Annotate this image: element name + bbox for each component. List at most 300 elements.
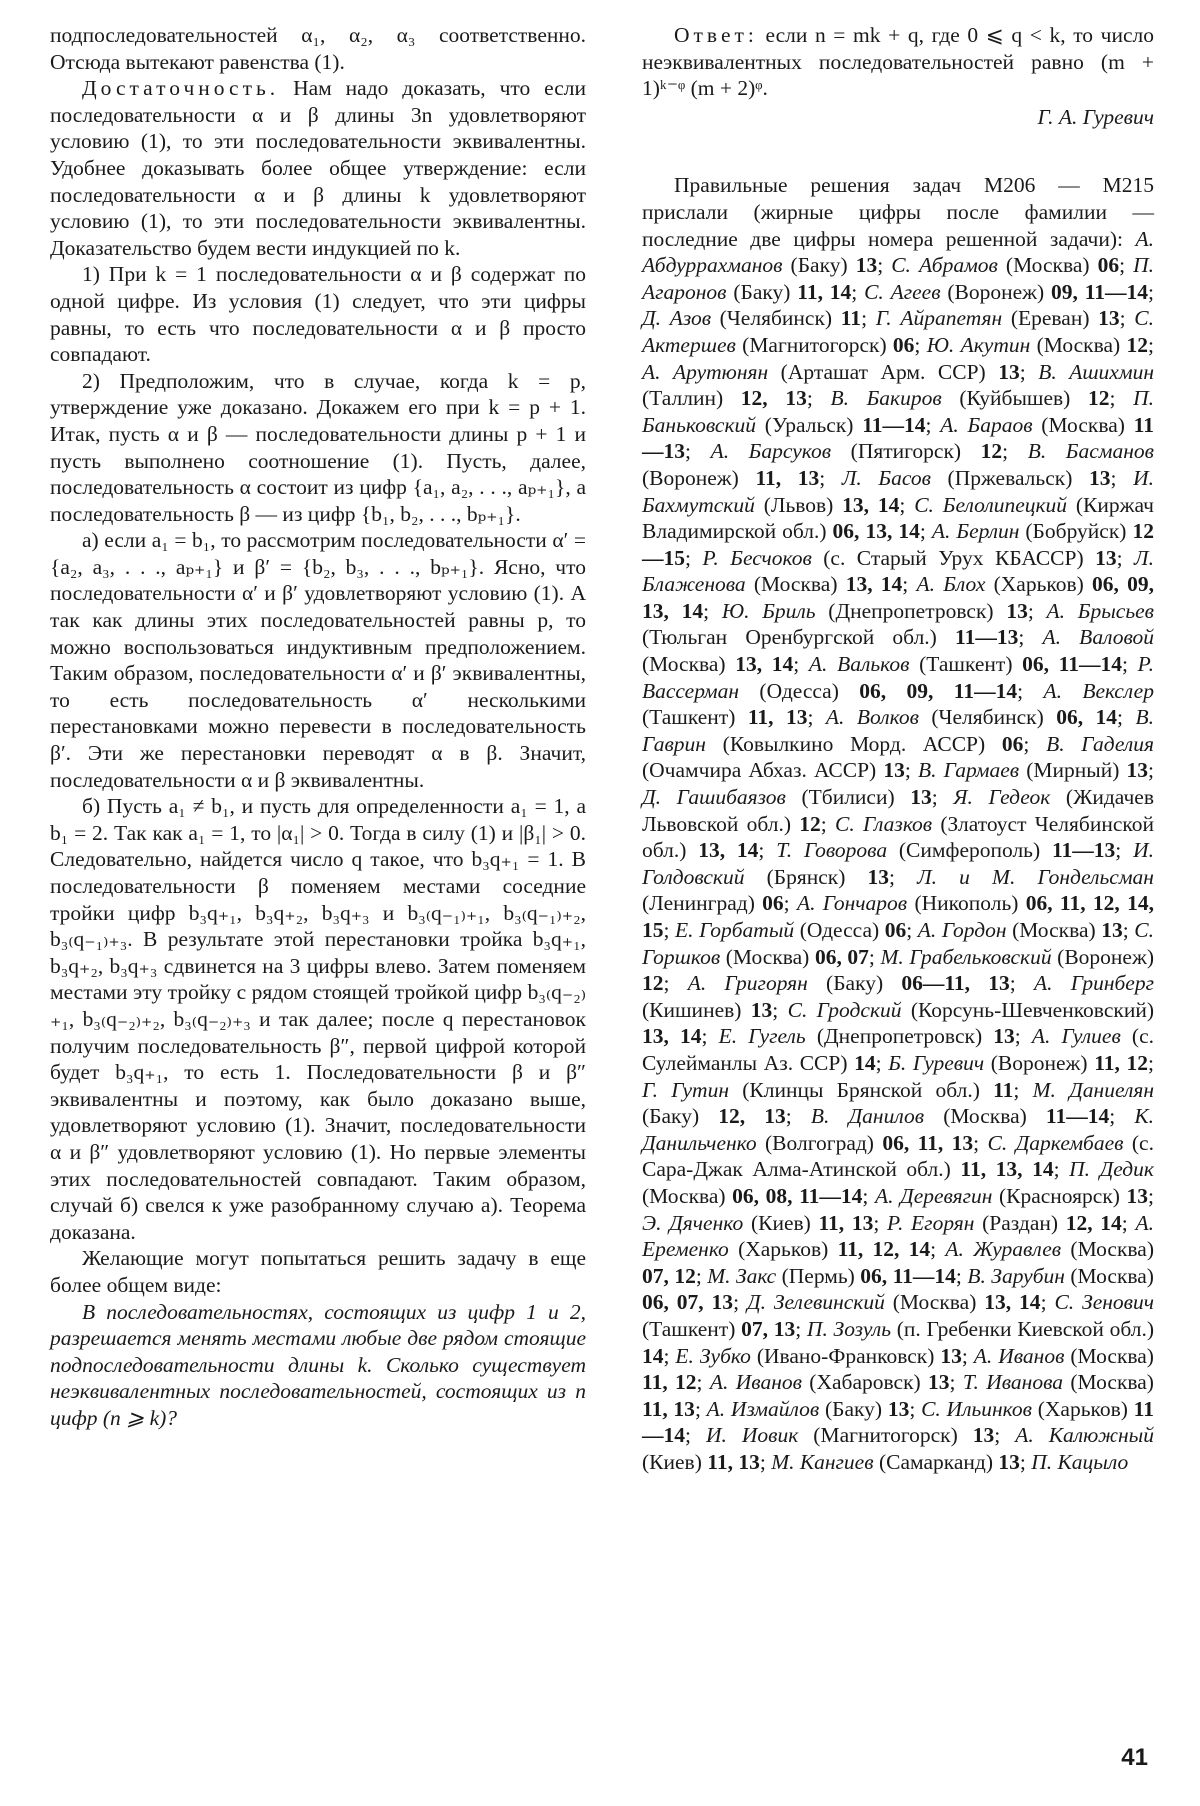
solver-entry: А. Гончаров (Никополь) 06, 11, 12, 14, 15; (642, 891, 1154, 942)
solver-entry: М. Грабельковский (Воронеж) 12; (642, 944, 1154, 996)
solver-entry: А. Бараов (Москва) 11—13; (642, 412, 1154, 464)
solver-name: Р. Егорян (887, 1210, 975, 1235)
paragraph-generalization: Желающие могут попытаться решить задачу в еще более общем виде: (50, 1246, 586, 1297)
solver-entry: Ю. Акутин (Москва) 12; (926, 332, 1154, 357)
solver-place: (Киев) (642, 1449, 708, 1474)
solver-name: Р. Бесчоков (702, 545, 812, 570)
solver-place: (Воронеж) (1051, 944, 1154, 969)
solver-place: (Симферополь) (887, 838, 1052, 863)
solver-place: (с. Старый Урух КБАССР) (811, 545, 1096, 570)
solver-place: (Корсунь-Шевченковский) (901, 997, 1154, 1022)
solver-problems: 06, 08, 11—14 (732, 1183, 863, 1208)
solver-entry: Д. Зелевинский (Москва) 13, 14; (746, 1290, 1055, 1315)
solver-name: П. Дедик (1069, 1157, 1154, 1182)
solver-name: Е. Гугель (718, 1024, 806, 1049)
solver-place: (Москва) (1063, 1370, 1154, 1395)
solver-problems: 11—14 (1045, 1104, 1110, 1129)
solver-problems: 11 (840, 306, 862, 331)
solver-problems: 06, 11—14 (1022, 652, 1122, 677)
sufficiency-text: Нам надо доказать, что если последовательности α и β длины 3n удовлетворяют условию (1), то эти последовательности эквивалентны. Удобнее доказывать более общее утверждение: если последовательности α и β длины k удовлетворяют условию (1), то эти последовательности эквивалентны. Доказательство будем вести индукцией по k. (50, 76, 587, 260)
solver-entry: Я. Гедеок (Жидачев Львовской обл.) 12; (642, 785, 1154, 836)
solver-name: С. Гродский (787, 997, 902, 1022)
solver-name: М. Грабельковский (880, 944, 1052, 969)
solver-entry: Л. Блаженова (Москва) 13, 14; (642, 545, 1154, 597)
solver-entry: А. Гулиев (с. Сулейманлы Аз. ССР) 14; (642, 1024, 1155, 1075)
solver-name: А. Измайлов (706, 1396, 820, 1421)
page-number: 41 (1121, 1744, 1148, 1771)
right-column (642, 22, 1154, 1475)
solver-name: А. Гордон (917, 918, 1007, 942)
solver-problems: 12—15 (642, 519, 1154, 570)
author-signature: Г. А. Гуревич (1037, 104, 1154, 129)
solver-name: С. Даркембаев (987, 1130, 1124, 1155)
solver-place: (Москва) (924, 1104, 1046, 1129)
solver-problems: 13 (998, 1449, 1020, 1474)
solver-name: К. Данильченко (642, 1104, 1154, 1155)
solver-problems: 13, 14 (984, 1290, 1041, 1315)
solver-name: М. Кангиев (771, 1449, 874, 1474)
solver-entry: А. Калюжный (Киев) 11, 13; (642, 1423, 1154, 1474)
solvers-list (642, 172, 1154, 1475)
solver-problems: 14 (642, 1343, 664, 1368)
solver-entry: А. Деревягин (Красноярск) 13; (874, 1183, 1154, 1208)
solver-entry: В. Ашихмин (Таллин) 12, 13; (642, 359, 1154, 411)
sufficiency-lead: Достаточность. (82, 76, 280, 101)
solver-name: Т. Говорова (776, 838, 888, 863)
solver-entry: А. Волков (Челябинск) 06, 14; (825, 705, 1136, 730)
solver-place: (Днепропетровск) (815, 598, 1007, 623)
solver-problems: 11—13 (642, 412, 1154, 464)
solver-problems: 13 (1101, 918, 1123, 942)
solver-problems: 06, 11, 13 (882, 1130, 974, 1155)
solver-place: (Воронеж) (984, 1050, 1095, 1075)
solver-entry: Г. Гутин (Клинцы Брянской обл.) 11; (642, 1077, 1033, 1102)
solver-problems: 13 (1006, 598, 1028, 623)
solver-problems: 11, 13 (642, 1396, 695, 1421)
solver-name: Р. Вассерман (642, 652, 1154, 703)
solver-place: (Очамчира Абхаз. АССР) (642, 758, 884, 783)
solver-problems: 12 (1087, 386, 1110, 411)
solver-place: (Магнитогорск) (798, 1423, 973, 1448)
solver-name: М. Даниелян (1032, 1077, 1154, 1102)
solver-entry: Г. Айрапетян (Ереван) 13; (875, 306, 1135, 331)
solver-problems: 06 (1097, 253, 1120, 278)
answer-paragraph (642, 22, 1154, 102)
solver-name: Г. Гутин (642, 1077, 729, 1102)
solver-problems: 12, 14 (1065, 1210, 1122, 1235)
solver-place: (Москва) (1030, 332, 1127, 357)
solver-problems: 11, 12, 14 (837, 1237, 931, 1262)
solver-place: (Москва) (997, 253, 1098, 278)
solver-place: (Красноярск) (992, 1183, 1127, 1208)
solver-entry: Л. Басов (Пржевальск) 13; (841, 465, 1134, 490)
solver-entry: А. Журавлев (Москва) 07, 12; (642, 1237, 1154, 1288)
solver-place: (Баку) (819, 1396, 888, 1421)
solver-place: (Одесса) (739, 678, 860, 703)
solver-problems: 13 (867, 864, 890, 889)
solver-place: (Львов) (754, 492, 843, 517)
solver-place: (Москва) (1032, 412, 1134, 437)
solver-problems: 13 (750, 997, 773, 1022)
solver-place: (Днепропетровск) (805, 1024, 994, 1049)
solver-entry: И. Голдовский (Брянск) 13; (642, 838, 1154, 889)
solver-name: А. Барсуков (710, 439, 832, 464)
solver-entry: С. Ильинков (Харьков) 11—14; (642, 1396, 1154, 1448)
solver-name: Л. Басов (841, 465, 931, 490)
solver-entry: Б. Гуревич (Воронеж) 11, 12; (888, 1050, 1154, 1075)
solver-entry: А. Гордон (Москва) 13; (917, 918, 1135, 942)
solver-name: А. Арутюнян (642, 359, 769, 384)
solver-problems: 06, 14 (1056, 705, 1118, 730)
paragraph-case-1: 1) При k = 1 последовательности α и β содержат по одной цифре. Из условия (1) следует, что эти цифры равны, то есть что последовательности α и β просто совпадают. (50, 262, 586, 367)
solver-problems: 06, 09, 13, 14 (642, 572, 1154, 623)
solver-entry: А. Гринберг (Кишинев) 13; (642, 971, 1154, 1022)
solver-place: (Ереван) (1002, 306, 1099, 331)
solver-place: (Харьков) (728, 1237, 838, 1262)
solver-entry: М. Закс (Пермь) 06, 11—14; (707, 1263, 968, 1288)
solver-name: Л. Блаженова (642, 545, 1154, 597)
solver-problems: 06, 13, 14 (832, 519, 920, 544)
solver-problems: 14 (854, 1050, 876, 1075)
solver-entry: Л. и М. Гондельсман (Ленинград) 06; (642, 864, 1154, 916)
solver-name: А. Еременко (642, 1210, 1154, 1262)
solver-place: (Харьков) (985, 572, 1093, 597)
solver-entry: Т. Иванова (Москва) 11, 13; (642, 1370, 1154, 1421)
solver-place: (Пржевальск) (930, 465, 1089, 490)
solver-problems: 13 (998, 359, 1020, 384)
solver-place: (Киржач Владимирской обл.) (642, 492, 1154, 544)
solver-name: А. Гринберг (1033, 971, 1154, 996)
solver-name: С. Абрамов (891, 253, 998, 278)
solver-entry: М. Даниелян (Баку) 12, 13; (642, 1077, 1154, 1129)
solver-place: (Киев) (743, 1210, 819, 1235)
section-gap (642, 130, 1154, 172)
solver-problems: 13 (1088, 465, 1111, 490)
solver-problems: 06—11, 13 (901, 971, 1010, 996)
solver-place: (Бобруйск) (1019, 519, 1133, 544)
solver-entry: С. Агеев (Воронеж) 09, 11—14; (864, 279, 1154, 304)
solver-place: (Волгоград) (756, 1130, 883, 1155)
solver-problems: 11, 14 (797, 279, 852, 304)
solver-name: С. Зенович (1054, 1290, 1155, 1315)
solver-problems: 13 (972, 1423, 995, 1448)
solver-name: В. Гаделия (1046, 731, 1154, 756)
solver-problems: 13 (887, 1396, 910, 1421)
solver-place: (с. Сара-Джак Алма-Атинской обл.) (642, 1130, 1154, 1182)
solver-problems: 06, 11—14 (860, 1263, 956, 1288)
solver-problems: 13 (910, 785, 932, 810)
solver-name: С. Ильинков (921, 1396, 1032, 1421)
solver-name: В. Бакиров (830, 386, 942, 411)
solver-place: (Жидачев Львовской обл.) (642, 785, 1154, 836)
solver-name: Г. Айрапетян (875, 306, 1003, 331)
solver-place: (Москва) (884, 1290, 985, 1315)
solver-problems: 07, 13 (741, 1316, 796, 1341)
solver-place: (Воронеж) (642, 465, 756, 490)
solver-problems: 11—14 (642, 1396, 1154, 1448)
solver-problems: 13 (1126, 1183, 1149, 1208)
solver-name: М. Закс (707, 1263, 777, 1288)
paragraph-continuation: подпоследовательностей α₁, α₂, α₃ соответственно. Отсюда вытекают равенства (1). (50, 23, 586, 74)
solver-place: (Клинцы Брянской обл.) (729, 1077, 994, 1102)
solver-place: (Харьков) (1031, 1396, 1134, 1421)
solver-problems: 11, 13 (747, 705, 808, 730)
solver-place: (Тюльган Оренбургской обл.) (642, 625, 956, 650)
solver-problems: 12 (642, 971, 664, 996)
solver-name: А. Вальков (808, 652, 910, 677)
solver-problems: 13, 14 (735, 652, 794, 677)
solver-name: В. Данилов (810, 1104, 925, 1129)
solver-place: (Баку) (782, 253, 856, 278)
solver-entry: С. Даркембаев (с. Сара-Джак Алма-Атинской обл.) 11, 13, 14; (642, 1130, 1154, 1182)
solver-name: Е. Горбатый (675, 918, 795, 942)
solver-place: (с. Сулейманлы Аз. ССР) (642, 1024, 1155, 1075)
solver-entry: А. Иванов (Москва) 11, 12; (642, 1343, 1154, 1395)
solver-problems: 06, 09, 11—14 (859, 678, 1018, 703)
solvers-entries (642, 227, 1154, 1474)
solver-name: А. Григорян (687, 971, 808, 996)
solver-problems: 13 (993, 1024, 1015, 1049)
solver-name: С. Глазков (834, 811, 933, 836)
solver-entry: М. Кангиев (Самарканд) 13; (771, 1449, 1032, 1474)
solver-name: В. Зарубин (967, 1263, 1065, 1288)
paragraph-case-a: а) если a₁ = b₁, то рассмотрим последовательности α′ = {a₂, a₃, . . ., aₚ₊₁} и β′ = {b₂, b₃, . . ., bₚ₊₁}. Ясно, что последовательности α′ и β′ удовлетворяют условию (1). А так как длины этих последовательностей равны p, то можно воспользоваться индуктивным предположением. Таким образом, последовательности α′ и β′ эквивалентны, то есть последовательность α′ несколькими перестановками можно перевести в последовательность β′. Эти же перестановки переводят α в β. Значит, последовательности α и β эквивалентны. (50, 528, 586, 792)
solver-entry: С. Зенович (Ташкент) 07, 13; (642, 1290, 1155, 1341)
solver-problems: 06, 07, 13 (642, 1290, 734, 1315)
solver-entry: А. Абдуррахманов (Баку) 13; (642, 226, 1155, 278)
solver-place: (Ташкент) (909, 652, 1023, 677)
solver-problems: 13, 14 (642, 1024, 702, 1049)
solver-problems: 11, 13 (818, 1210, 874, 1235)
solver-entry: А. Брысьев (Тюльган Оренбургской обл.) 11—13; (642, 598, 1155, 650)
solver-name: А. Гончаров (796, 891, 908, 916)
solver-entry: В. Гармаев (Мирный) 13; (917, 758, 1154, 783)
paragraph-sufficiency (50, 75, 586, 261)
solver-place: (Одесса) (794, 918, 885, 942)
solver-place: (Москва) (1061, 1237, 1154, 1262)
solver-problems: 06, 11, 12, 14, 15 (642, 891, 1154, 942)
solver-entry: Е. Горбатый (Одесса) 06; (675, 918, 918, 942)
solver-entry: В. Басманов (Воронеж) 11, 13; (642, 439, 1154, 490)
solver-name: А. Калюжный (1015, 1423, 1154, 1448)
solvers-intro: Правильные решения задач М206 — М215 прислали (жирные цифры после фамилии — последние две цифры номера решенной задачи): (642, 173, 1154, 251)
solver-problems: 11 (993, 1077, 1014, 1102)
solver-place: (Москва) (720, 944, 815, 969)
solver-name: В. Гармаев (917, 758, 1020, 783)
solver-name: В. Ашихмин (1038, 359, 1154, 384)
solver-problems: 06 (1001, 731, 1024, 756)
solver-name: Т. Иванова (962, 1370, 1064, 1395)
solver-place: (Ковылкино Морд. АССР) (705, 731, 1002, 756)
solver-entry: А. Измайлов (Баку) 13; (706, 1396, 922, 1421)
solver-problems: 13 (883, 758, 905, 783)
solver-entry: С. Актершев (Магнитогорск) 06; (642, 306, 1154, 357)
solver-name: Ю. Акутин (926, 332, 1031, 357)
solver-problems: 12, 13 (740, 386, 807, 411)
solver-problems: 09, 11—14 (1051, 279, 1149, 304)
solver-problems: 13, 14 (698, 838, 759, 863)
solver-problems: 11—13 (1051, 838, 1116, 863)
solver-entry: С. Горшков (Москва) 06, 07; (642, 918, 1154, 969)
solver-name: А. Векслер (1043, 678, 1154, 703)
solver-name: Д. Азов (642, 306, 712, 331)
solver-place: (Кишинев) (642, 997, 751, 1022)
solver-place: (Челябинск) (918, 705, 1057, 730)
solver-name: С. Белолипецкий (914, 492, 1068, 517)
answer-lead: Ответ: (674, 23, 758, 47)
solver-problems: 13, 14 (845, 572, 903, 597)
solver-problems: 11, 13 (755, 465, 820, 490)
solver-problems: 11, 12 (642, 1370, 697, 1395)
solver-entry: А. Валовой (Москва) 13, 14; (642, 625, 1155, 677)
solver-place: (Пермь) (776, 1263, 861, 1288)
solver-entry: Р. Вассерман (Одесса) 06, 09, 11—14; (642, 652, 1154, 703)
solver-entry: А. Григорян (Баку) 06—11, 13; (687, 971, 1034, 996)
solver-name: П. Зозуль (806, 1316, 892, 1341)
solver-entry: А. Арутюнян (Арташат Арм. ССР) 13; (642, 359, 1039, 384)
solver-problems: 06 (892, 332, 915, 357)
solver-place: (Тбилиси) (785, 785, 911, 810)
solver-name: А. Иванов (709, 1370, 802, 1395)
solver-problems: 12 (799, 811, 821, 836)
answer-text: если n = mk + q, где 0 ⩽ q < k, то число неэквивалентных последовательностей равно (m + 1)ᵏ⁻ᵠ (m + 2)ᵠ. (642, 23, 1154, 101)
solver-entry: С. Гродский (Корсунь-Шевченковский) 13, 14; (642, 997, 1154, 1049)
solver-entry: А. Берлин (Бобруйск) 12—15; (642, 519, 1154, 570)
solver-entry: А. Блох (Харьков) 06, 09, 13, 14; (642, 572, 1154, 623)
solver-entry: С. Глазков (Златоуст Челябинской обл.) 13, 14; (642, 811, 1154, 863)
solver-name: Б. Гуревич (888, 1050, 985, 1075)
solver-entry: А. Еременко (Харьков) 11, 12, 14; (642, 1210, 1154, 1262)
solver-place: (Москва) (642, 652, 736, 677)
solver-place: (Москва) (1006, 918, 1102, 942)
solver-name: П. Агаронов (642, 253, 1154, 304)
solver-place: (Куйбышев) (941, 386, 1088, 411)
solver-entry: В. Зарубин (Москва) 06, 07, 13; (642, 1263, 1154, 1315)
solver-name: Д. Гашибаязов (642, 785, 786, 810)
paragraph-case-2: 2) Предположим, что в случае, когда k = p, утверждение уже доказано. Докажем его при k = p + 1. Итак, пусть α и β — последовательности длины p + 1 и пусть выполнено соотношение (1). Пусть, далее, последовательность α состоит из цифр {a₁, a₂, . . ., aₚ₊₁}, а последовательность β — из цифр {b₁, b₂, . . ., bₚ₊₁}. (50, 368, 586, 526)
solver-problems: 06 (762, 891, 784, 916)
solver-place: (Ташкент) (642, 705, 748, 730)
solver-problems: 11—13 (955, 625, 1019, 650)
solver-entry: П. Дедик (Москва) 06, 08, 11—14; (642, 1157, 1154, 1208)
solver-problems: 13 (940, 1343, 962, 1368)
paragraph-case-b: б) Пусть a₁ ≠ b₁, и пусть для определенности a₁ = 1, а b₁ = 2. Так как a₁ = 1, то |α₁| > 0. Тогда в силу (1) и |β₁| > 0. Следовательно, найдется число q такое, что b₃q₊₁ = 1. В последовательности β поменяем местами соседние тройки цифр b₃q₊₁, b₃q₊₂, b₃q₊₃ и b₃₍q₋₁₎₊₁, b₃₍q₋₁₎₊₂, b₃₍q₋₁₎₊₃. В результате этой перестановки тройка b₃q₊₁, b₃q₊₂, b₃q₊₃ сдвинется на 3 цифры влево. Затем поменяем местами эту тройку с рядом стоящей тройкой цифр b₃₍q₋₂₎₊₁, b₃₍q₋₂₎₊₂, b₃₍q₋₂₎₊₃ и так далее; после q перестановок получим последовательность β″, первой цифрой которой будет b₃q₊₁, то есть 1. Последовательности β и β″ эквивалентны и поэтому, как было доказано выше, удовлетворяют условию (1). Значит, последовательности α и β″ удовлетворяют условию (1). Но первые элементы этих последовательностей совпадают. Таким образом, случай б) свелся к уже разобранному случаю а). Теорема доказана. (50, 794, 586, 1244)
solver-place: (Москва) (642, 1183, 733, 1208)
solver-name: А. Валовой (1042, 625, 1155, 650)
solver-place: (Пятигорск) (831, 439, 981, 464)
solver-problems: 13 (1126, 758, 1149, 783)
solver-problems: 07, 12 (642, 1263, 696, 1288)
solver-entry: Э. Дяченко (Киев) 11, 13; (642, 1210, 888, 1235)
solver-place: (Ленинград) (642, 891, 763, 916)
solver-entry: А. Векслер (Ташкент) 11, 13; (642, 678, 1154, 730)
solver-problems: 13 (1098, 306, 1120, 331)
solver-name: А. Журавлев (945, 1237, 1062, 1262)
solver-place: (Хабаровск) (801, 1370, 929, 1395)
solver-entry: Д. Гашибаязов (Тбилиси) 13; (642, 785, 954, 810)
solver-problems: 11, 12 (1094, 1050, 1148, 1075)
solver-place: (Ивано-Франковск) (750, 1343, 941, 1368)
solver-place: (Баку) (642, 1104, 719, 1129)
solvers-tail: П. Кацыло (1031, 1449, 1129, 1474)
solver-place: (Уральск) (756, 412, 863, 437)
solver-entry: С. Абрамов (Москва) 06; (891, 253, 1134, 278)
solver-name: А. Блох (916, 572, 986, 597)
solver-place: (Златоуст Челябинской обл.) (642, 811, 1154, 863)
solver-place: (Таллин) (642, 386, 741, 411)
solver-entry: Ю. Бриль (Днепропетровск) 13; (721, 598, 1047, 623)
solver-entry: А. Иванов (Хабаровск) 13; (709, 1370, 963, 1395)
solver-place: (Воронеж) (940, 279, 1051, 304)
solver-name: И. Иовик (705, 1423, 799, 1448)
solver-entry: К. Данильченко (Волгоград) 06, 11, 13; (642, 1104, 1154, 1155)
solver-entry: И. Иовик (Магнитогорск) 13; (705, 1423, 1016, 1448)
solver-place: (Челябинск) (711, 306, 841, 331)
solver-name: В. Басманов (1027, 439, 1154, 464)
solver-entry: П. Агаронов (Баку) 11, 14; (642, 253, 1154, 304)
solver-name: Д. Зелевинский (746, 1290, 885, 1315)
solver-place: (Магнитогорск) (735, 332, 893, 357)
solver-problems: 11—14 (862, 412, 926, 437)
solver-name: С. Агеев (864, 279, 941, 304)
solver-place: (Баку) (726, 279, 798, 304)
solver-name: А. Берлин (931, 519, 1020, 544)
solver-entry: Е. Зубко (Ивано-Франковск) 13; (675, 1343, 974, 1368)
solver-entry: Е. Гугель (Днепропетровск) 13; (718, 1024, 1032, 1049)
solver-entry: В. Данилов (Москва) 11—14; (810, 1104, 1135, 1129)
solver-name: А. Бараов (940, 412, 1033, 437)
solver-name: В. Гаврин (642, 705, 1154, 756)
solver-problems: 06, 07 (814, 944, 869, 969)
solver-name: Я. Гедеок (953, 785, 1051, 810)
solver-name: Э. Дяченко (642, 1210, 744, 1235)
solver-entry: В. Бакиров (Куйбышев) 12; (830, 386, 1134, 411)
solver-place: (Брянск) (744, 864, 868, 889)
solver-place: (Москва) (745, 572, 846, 597)
solver-name: П. Баньковский (642, 386, 1154, 437)
solver-name: А. Волков (825, 705, 919, 730)
solver-entry: Р. Егорян (Раздан) 12, 14; (887, 1210, 1136, 1235)
solver-name: Ю. Бриль (721, 598, 816, 623)
solver-place: (Москва) (1064, 1263, 1154, 1288)
solver-entry: Р. Бесчоков (с. Старый Урух КБАССР) 13; (702, 545, 1135, 570)
solver-problems: 12, 13 (718, 1104, 786, 1129)
solver-name: А. Абдуррахманов (642, 226, 1155, 278)
solver-place: (Самарканд) (873, 1449, 999, 1474)
solver-name: И. Голдовский (642, 838, 1154, 889)
solver-problems: 11, 13 (707, 1449, 760, 1474)
solver-problems: 11, 13, 14 (960, 1157, 1054, 1182)
solver-problems: 13 (1095, 545, 1117, 570)
solver-entry: П. Баньковский (Уральск) 11—14; (642, 386, 1154, 437)
solver-problems: 12 (980, 439, 1003, 464)
solver-place: (п. Гребенки Киевской обл.) (891, 1316, 1154, 1341)
solver-problems: 06 (884, 918, 907, 942)
solver-name: Л. и М. Гондельсман (917, 864, 1154, 889)
solver-place: (Раздан) (974, 1210, 1066, 1235)
solver-place: (Арташат Арм. ССР) (768, 359, 999, 384)
solver-place: (Мирный) (1019, 758, 1127, 783)
solver-place: (Никополь) (907, 891, 1026, 916)
solver-problems: 13 (928, 1370, 950, 1395)
solver-entry: А. Вальков (Ташкент) 06, 11—14; (808, 652, 1138, 677)
solver-entry: С. Белолипецкий (Киржач Владимирской обл.) 06, 13, 14; (642, 492, 1154, 544)
solver-entry: А. Барсуков (Пятигорск) 12; (710, 439, 1028, 464)
solver-place: (Москва) (1064, 1343, 1154, 1368)
solver-name: А. Гулиев (1031, 1024, 1121, 1049)
left-column (50, 22, 586, 1431)
solver-entry: Т. Говорова (Симферополь) 11—13; (776, 838, 1134, 863)
